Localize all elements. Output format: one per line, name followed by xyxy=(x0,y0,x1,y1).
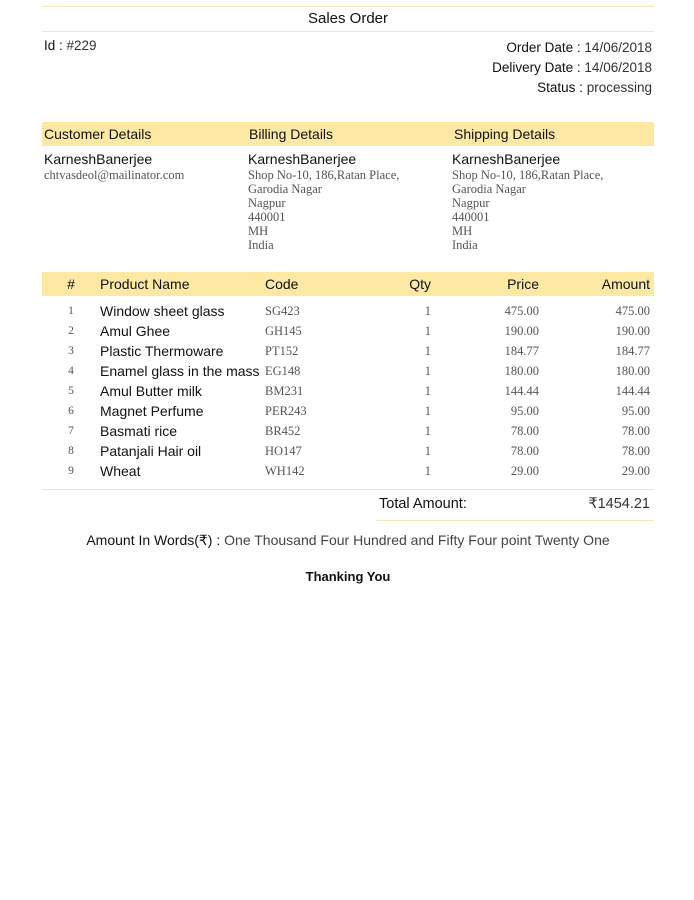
row-product-name: Amul Ghee xyxy=(100,323,171,339)
row-num: 6 xyxy=(68,405,74,417)
row-qty: 1 xyxy=(424,364,431,378)
delivery-date-row xyxy=(492,58,652,78)
shipping-details-heading: Shipping Details xyxy=(454,126,556,142)
order-date-label: Order Date : xyxy=(506,40,581,55)
table-row xyxy=(42,439,654,459)
table-row xyxy=(42,339,654,359)
delivery-date-value: 14/06/2018 xyxy=(584,60,652,75)
row-qty: 1 xyxy=(424,404,431,418)
row-price: 78.00 xyxy=(510,444,539,458)
customer-details-heading: Customer Details xyxy=(44,126,152,142)
row-num: 5 xyxy=(68,385,74,397)
row-amount: 180.00 xyxy=(615,364,650,378)
document-title: Sales Order xyxy=(42,6,654,32)
shipping-city: Nagpur xyxy=(452,196,490,210)
delivery-date-label: Delivery Date : xyxy=(492,60,581,75)
row-product-name: Patanjali Hair oil xyxy=(100,443,202,459)
billing-details-heading: Billing Details xyxy=(249,126,334,142)
details-header xyxy=(42,122,654,146)
row-price: 95.00 xyxy=(510,404,539,418)
total-amount-row xyxy=(42,490,654,516)
billing-address1: Shop No-10, 186,Ratan Place, xyxy=(248,168,400,182)
row-amount: 475.00 xyxy=(615,304,650,318)
header-product-name: Product Name xyxy=(100,272,265,296)
row-price: 190.00 xyxy=(504,324,539,338)
products-table xyxy=(42,272,654,479)
table-row xyxy=(42,319,654,339)
order-id-value: #229 xyxy=(66,38,97,53)
row-amount: 95.00 xyxy=(621,404,650,418)
row-num: 3 xyxy=(68,345,74,357)
row-amount: 29.00 xyxy=(621,464,650,478)
header-code: Code xyxy=(265,272,367,296)
order-date-value: 14/06/2018 xyxy=(584,40,652,55)
row-qty: 1 xyxy=(424,424,431,438)
shipping-name: KarneshBanerjee xyxy=(452,151,561,167)
row-code: SG423 xyxy=(265,304,300,318)
row-qty: 1 xyxy=(424,324,431,338)
total-divider xyxy=(376,520,654,521)
customer-details xyxy=(42,150,246,252)
row-price: 184.77 xyxy=(504,344,539,358)
status-value: processing xyxy=(586,80,652,95)
billing-name: KarneshBanerjee xyxy=(248,151,357,167)
row-qty: 1 xyxy=(424,344,431,358)
row-num: 2 xyxy=(68,325,74,337)
header-price: Price xyxy=(431,272,539,296)
products-header-row xyxy=(42,272,654,296)
row-code: BM231 xyxy=(265,384,304,398)
row-product-name: Magnet Perfume xyxy=(100,403,204,419)
row-code: PT152 xyxy=(265,344,299,358)
header-qty: Qty xyxy=(367,272,431,296)
billing-address2: Garodia Nagar xyxy=(248,182,322,196)
row-code: BR452 xyxy=(265,424,301,438)
row-price: 78.00 xyxy=(510,424,539,438)
amount-in-words-label: Amount In Words(₹) : xyxy=(86,532,221,548)
row-amount: 184.77 xyxy=(615,344,650,358)
billing-zip: 440001 xyxy=(248,210,286,224)
row-price: 144.44 xyxy=(504,384,539,398)
row-product-name: Wheat xyxy=(100,463,141,479)
table-row xyxy=(42,359,654,379)
row-code: EG148 xyxy=(265,364,301,378)
shipping-details xyxy=(450,150,654,252)
row-product-name: Window sheet glass xyxy=(100,303,225,319)
status-label: Status : xyxy=(537,80,583,95)
row-qty: 1 xyxy=(424,464,431,478)
row-num: 8 xyxy=(68,445,74,457)
row-price: 475.00 xyxy=(504,304,539,318)
amount-in-words xyxy=(42,532,654,549)
row-num: 1 xyxy=(68,305,74,317)
total-amount-value: ₹1454.21 xyxy=(588,496,650,512)
row-product-name: Amul Butter milk xyxy=(100,383,202,399)
row-num: 7 xyxy=(68,425,74,437)
order-dates xyxy=(492,38,652,98)
row-price: 180.00 xyxy=(504,364,539,378)
table-row xyxy=(42,419,654,439)
customer-name: KarneshBanerjee xyxy=(44,151,153,167)
order-id xyxy=(44,38,97,53)
row-amount: 78.00 xyxy=(621,444,650,458)
billing-state: MH xyxy=(248,224,269,238)
row-product-name: Plastic Thermoware xyxy=(100,343,224,359)
row-code: WH142 xyxy=(265,464,305,478)
thanking-note: Thanking You xyxy=(305,569,391,584)
row-qty: 1 xyxy=(424,384,431,398)
row-qty: 1 xyxy=(424,444,431,458)
billing-details xyxy=(246,150,450,252)
header-num: # xyxy=(42,272,100,296)
row-amount: 144.44 xyxy=(615,384,650,398)
status-row xyxy=(492,78,652,98)
total-amount-label: Total Amount: xyxy=(379,496,467,512)
row-code: PER243 xyxy=(265,404,307,418)
row-product-name: Enamel glass in the mass xyxy=(100,363,260,379)
row-qty: 1 xyxy=(424,304,431,318)
row-amount: 190.00 xyxy=(615,324,650,338)
order-meta xyxy=(42,38,654,102)
table-row xyxy=(42,296,654,319)
row-num: 4 xyxy=(68,365,74,377)
order-id-label: Id : xyxy=(44,38,63,53)
amount-in-words-value: One Thousand Four Hundred and Fifty Four point Twenty One xyxy=(224,532,610,548)
billing-city: Nagpur xyxy=(248,196,286,210)
table-row xyxy=(42,379,654,399)
row-product-name: Basmati rice xyxy=(100,423,178,439)
table-row xyxy=(42,459,654,479)
shipping-address1: Shop No-10, 186,Ratan Place, xyxy=(452,168,604,182)
row-num: 9 xyxy=(68,465,74,477)
table-row xyxy=(42,399,654,419)
billing-country: India xyxy=(248,238,274,252)
sales-order-document xyxy=(42,6,654,584)
order-date-row xyxy=(492,38,652,58)
shipping-zip: 440001 xyxy=(452,210,490,224)
shipping-state: MH xyxy=(452,224,473,238)
shipping-address2: Garodia Nagar xyxy=(452,182,526,196)
shipping-country: India xyxy=(452,238,478,252)
row-amount: 78.00 xyxy=(621,424,650,438)
row-price: 29.00 xyxy=(510,464,539,478)
details-body xyxy=(42,150,654,252)
row-code: GH145 xyxy=(265,324,302,338)
customer-email: chtvasdeol@mailinator.com xyxy=(44,168,185,182)
row-code: HO147 xyxy=(265,444,302,458)
header-amount: Amount xyxy=(539,272,654,296)
